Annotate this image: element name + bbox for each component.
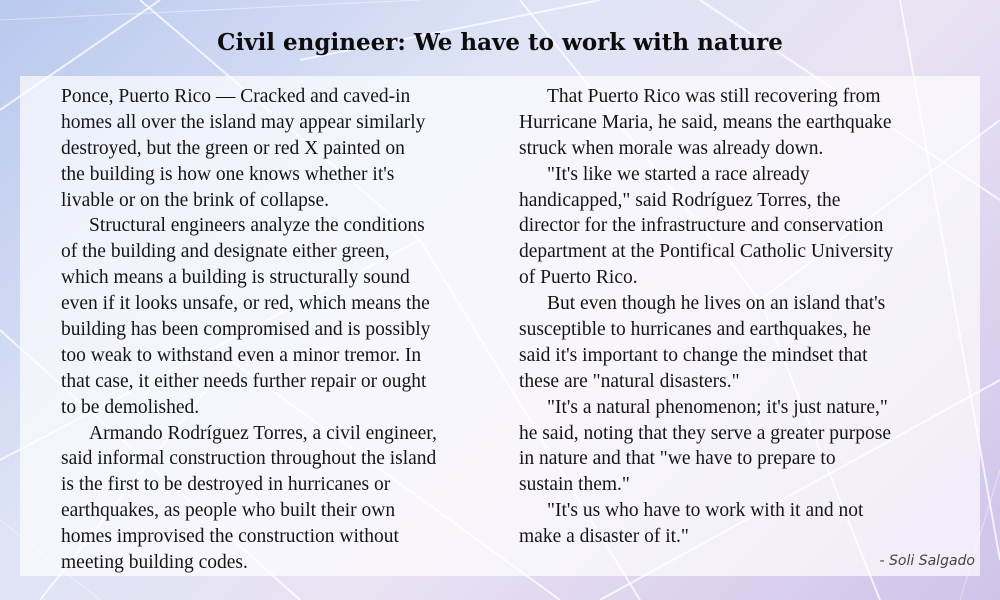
article-line: meeting building codes. (61, 552, 248, 574)
article-line: these are "natural disasters." (519, 370, 740, 392)
article-line: handicapped," said Rodríguez Torres, the (519, 189, 841, 211)
article-line: "It's us who have to work with it and not (547, 500, 864, 522)
article-line: Structural engineers analyze the conditions (89, 215, 425, 237)
article-line: homes all over the island may appear similarly (61, 111, 426, 133)
article-line: susceptible to hurricanes and earthquakes, he (519, 319, 871, 341)
article-line: director for the infrastructure and conservation (519, 215, 884, 237)
left-column (61, 84, 437, 576)
article-line: department at the Pontifical Catholic University (519, 241, 894, 263)
right-column (519, 84, 893, 550)
article-line: in nature and that "we have to prepare to (519, 448, 836, 470)
article-line: That Puerto Rico was still recovering from (547, 86, 881, 107)
article-line: homes improvised the construction without (61, 526, 399, 548)
article-line: too weak to withstand even a minor tremor. In (61, 344, 422, 366)
article-line: even if it looks unsafe, or red, which means the (61, 293, 430, 315)
article-line: of Puerto Rico. (519, 267, 638, 289)
article-line: sustain them." (519, 474, 630, 496)
page-title: Civil engineer: We have to work with nature (217, 29, 783, 56)
article-line: make a disaster of it." (519, 526, 689, 548)
article-line: which means a building is structurally sound (61, 267, 410, 289)
article-line: Ponce, Puerto Rico — Cracked and caved-in (61, 86, 411, 107)
article-line: that case, it either needs further repair or ought (61, 370, 427, 392)
author-credit: - Soli Salgado (879, 553, 975, 569)
article-line: Hurricane Maria, he said, means the earthquake (519, 111, 892, 133)
article-line: "It's like we started a race already (547, 163, 810, 185)
article-line: building has been compromised and is possibly (61, 319, 431, 341)
article-line: is the first to be destroyed in hurricanes or (61, 474, 391, 496)
article-line: struck when morale was already down. (519, 137, 824, 159)
article-line: said informal construction throughout the island (61, 448, 437, 470)
article-line: he said, noting that they serve a greater purpose (519, 422, 891, 444)
article-line: the building is how one knows whether it's (61, 163, 395, 185)
article-line: Armando Rodríguez Torres, a civil engineer, (89, 422, 437, 444)
article-line: "It's a natural phenomenon; it's just nature," (547, 396, 888, 418)
article-line: livable or on the brink of collapse. (61, 189, 330, 211)
article-line: destroyed, but the green or red X painted on (61, 137, 405, 159)
article-line: of the building and designate either green, (61, 241, 390, 263)
article-line: said it's important to change the mindset that (519, 344, 868, 366)
article-line: earthquakes, as people who built their own (61, 500, 396, 522)
article-line: But even though he lives on an island that's (547, 293, 886, 315)
article-line: to be demolished. (61, 396, 200, 418)
